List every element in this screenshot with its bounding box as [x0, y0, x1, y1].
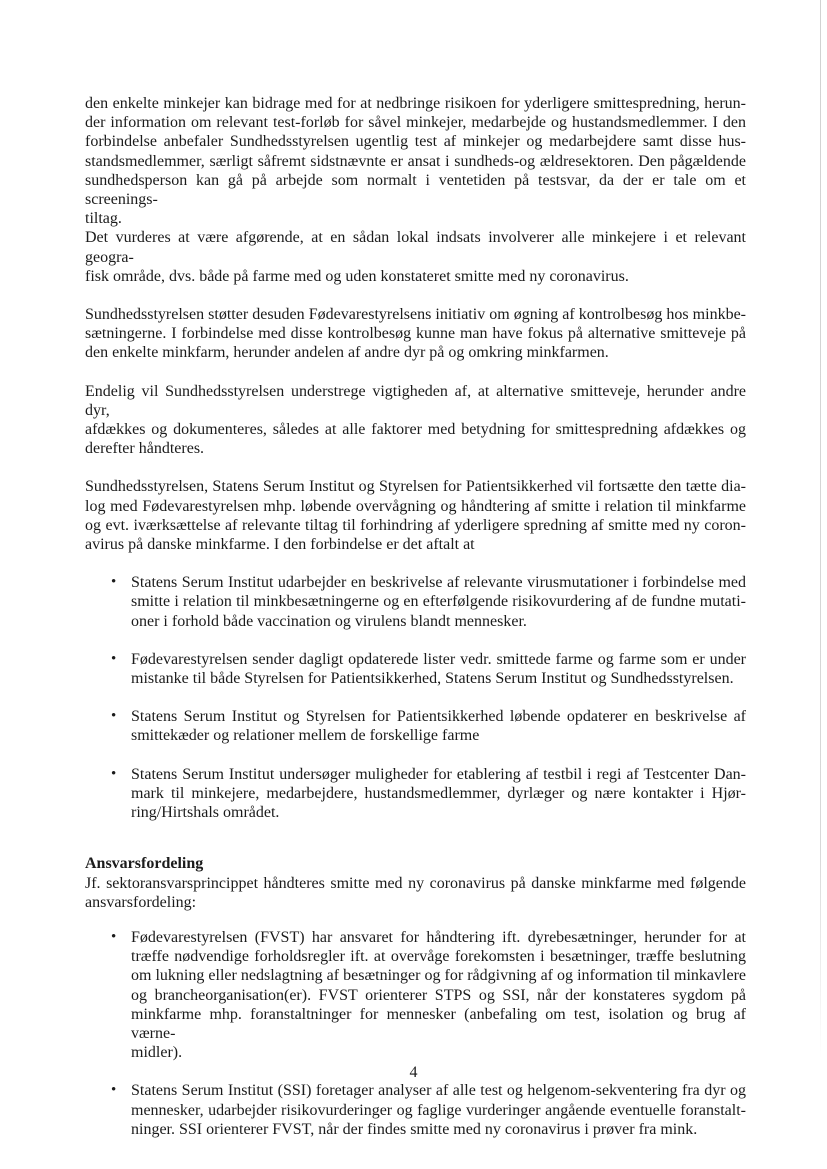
bullet-icon: •	[111, 765, 117, 782]
paragraph-sector-responsibility: Jf. sektoransvarsprincippet håndteres smitte med ny coronavirus på danske minkfarme med følgende ansvarsfordeling:	[85, 874, 746, 911]
section-heading-ansvarsfordeling: Ansvarsfordeling	[85, 855, 204, 873]
bullet-text: Fødevarestyrelsen (FVST) har ansvaret for håndtering ift. dyrebesætninger, herunder for at træffe nødvendige forholdsregler ift. at overvåge forekomsten i besætninger, træffe beslutning om lukning eller nedslagtning af besætninger og for rådgivning af og information til minkavlere og brancheorganisation(er). FVST orienterer STPS og SSI, når der konstateres sygdom på minkfarme mhp. foranstaltninger for mennesker (anbefaling om test, isolation og brug af værne- midler).	[131, 928, 746, 1062]
bullet-text: Statens Serum Institut undersøger muligheder for etablering af testbil i regi af Testcenter Dan- mark til minkejere, medarbejdere, hustandsmedlemmer, dyrlæger og nære kontakter i Hjør- ring/Hirtshals området.	[131, 765, 746, 822]
paragraph-alternative-transmission: Endelig vil Sundhedsstyrelsen understrege vigtigheden af, at alternative smitteveje, herunder andre dyr, afdækkes og dokumenteres, således at alle faktorer med betydning for smittespredning afdækkes og derefter håndteres.	[85, 382, 746, 458]
bullet-icon: •	[111, 928, 117, 945]
paragraph-test-guidance: den enkelte minkejer kan bidrage med for at nedbringe risikoen for yderligere smittespredning, herun- der information om relevant test-forløb for såvel minkejer, medarbejde og hustandsmedlemmer. I den forbindelse anbefaler Sundhedsstyrelsen ugentlig test af minkejer og medarbejdere samt disse hus- standsmedlemmer, særligt såfremt sidstnævnte er ansat i sundheds-og ældresektoren. Den pågældende sundhedsperson kan gå på arbejde som normalt i ventetiden på testsvar, da der er tale om et screenings- tiltag. Det vurderes at være afgørende, at en sådan lokal indsats involverer alle minkejere i et relevant geogra- fisk område, dvs. både på farme med og uden konstateret smitte med ny coronavirus.	[85, 95, 746, 285]
document-body	[85, 94, 746, 1158]
responsibility-bullet-fvst	[85, 928, 746, 1062]
agreement-bullet-test-vehicle	[85, 765, 746, 823]
agreement-bullet-virus-mutations	[85, 573, 746, 631]
scan-artifact-line	[820, 0, 821, 1060]
bullet-icon: •	[111, 574, 117, 591]
bullet-icon: •	[111, 650, 117, 667]
bullet-text: Statens Serum Institut (SSI) foretager analyser af alle test og helgenom-sekventering fra dyr og mennesker, udarbejder risikovurderinger og faglige vurderinger angående eventuelle foranstalt- ninger. SSI orienterer FVST, når der findes smitte med ny coronavirus i prøver fra mink.	[131, 1082, 746, 1138]
agreement-bullet-daily-lists	[85, 650, 746, 688]
paragraph-dialog-agreement: Sundhedsstyrelsen, Statens Serum Institut og Styrelsen for Patientsikkerhed vil fortsætte den tætte dia- log med Fødevarestyrelsen mhp. løbende overvågning og håndtering af smitte i relation til minkfarme og evt. iværksættelse af relevante tiltag til forhindring af yderligere spredning af smitte med ny coron- avirus på danske minkfarme. I den forbindelse er det aftalt at	[85, 478, 746, 554]
responsibility-bullet-ssi	[85, 1081, 746, 1139]
page-number: 4	[409, 1064, 418, 1081]
bullet-text: Statens Serum Institut og Styrelsen for Patientsikkerhed løbende opdaterer en beskrivelse af smittekæder og relationer mellem de forskellige farme	[131, 708, 746, 745]
agreement-bullet-infection-chains	[85, 707, 746, 745]
bullet-icon: •	[111, 1082, 117, 1099]
bullet-icon: •	[111, 708, 117, 725]
bullet-text: Statens Serum Institut udarbejder en beskrivelse af relevante virusmutationer i forbindelse med smitte i relation til minkbesætningerne og en efterfølgende risikovurdering af de fundne mutati- oner i forhold både vaccination og virulens blandt mennesker.	[131, 574, 746, 630]
bullet-text: Fødevarestyrelsen sender dagligt opdaterede lister vedr. smittede farme og farme som er under mistanke til både Styrelsen for Patientsikkerhed, Statens Serum Institut og Sundhedsstyrelsen.	[131, 650, 746, 688]
paragraph-control-visits: Sundhedsstyrelsen støtter desuden Fødevarestyrelsens initiativ om øgning af kontrolbesøg hos minkbe- sætningerne. I forbindelse med disse kontrolbesøg kunne man have fokus på alternative smitteveje på den enkelte minkfarm, herunder andelen af andre dyr på og omkring minkfarmen.	[85, 306, 746, 362]
